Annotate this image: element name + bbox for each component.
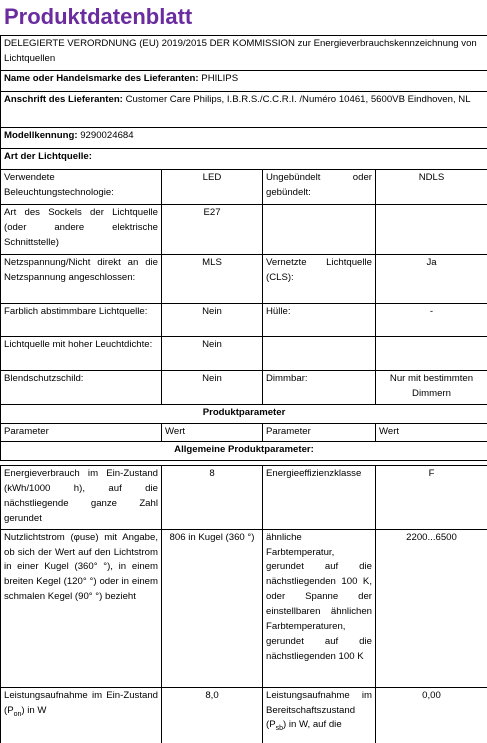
supplier-address-label: Anschrift des Lieferanten:	[4, 94, 123, 105]
row-label: Nutzlichtstrom (φuse) mit Angabe, ob sich der Wert auf den Lichtstrom in einer Kugel (360° °), in einem breiten Kegel (120° °) oder in einem schmalen Kegel (90° °) bezieht	[1, 529, 162, 687]
row-label: Vernetzte Lichtquelle (CLS):	[263, 255, 376, 304]
light-source-row	[1, 255, 487, 304]
row-value: Nein	[162, 371, 263, 405]
row-label: Dimmbar:	[263, 371, 376, 405]
model-label: Modellkennung:	[4, 130, 78, 141]
power-standby-unit: ) in W, auf die	[283, 719, 342, 731]
col-header-value2: Wert	[376, 423, 487, 442]
row-label: Art des Sockels der Lichtquelle (oder andere elektrische Schnittstelle)	[1, 205, 162, 255]
light-source-heading-row	[1, 149, 487, 170]
row-value: LED	[162, 170, 263, 205]
light-source-row	[1, 205, 487, 255]
light-source-row	[1, 304, 487, 337]
power-on-unit: ) in W	[21, 704, 47, 716]
power-on-label: Leistungsaufnahme im Ein-Zustand (P	[4, 689, 158, 716]
power-on-subscript: on	[13, 710, 22, 718]
row-label: ähnliche Farbtemperatur, gerundet auf die nächstliegenden 100 K, oder Spanne der einstellbaren ähnlichen Farbtemperaturen, gerundet auf die nächstliegenden 100 K	[263, 529, 376, 687]
row-label	[1, 687, 162, 743]
general-params-heading: Allgemeine Produktparameter:	[1, 442, 487, 461]
intro-text: DELEGIERTE VERORDNUNG (EU) 2019/2015 DER KOMMISSION zur Energieverbrauchskennzeichnung von Lichtquellen	[1, 36, 487, 71]
row-value: 0,00	[376, 687, 487, 743]
supplier-name-row	[1, 71, 487, 92]
param-row	[1, 466, 487, 529]
row-label: Hülle:	[263, 304, 376, 337]
row-label	[263, 337, 376, 371]
row-label: Netzspannung/Nicht direkt an die Netzspannung angeschlossen:	[1, 255, 162, 304]
row-label: Energieverbrauch im Ein-Zustand (kWh/1000 h), auf die nächstliegende ganze Zahl gerundet	[1, 466, 162, 529]
row-value: -	[376, 304, 487, 337]
row-value: 806 in Kugel (360 °)	[162, 529, 263, 687]
row-label	[263, 205, 376, 255]
supplier-name-label: Name oder Handelsmarke des Lieferanten:	[4, 73, 199, 84]
row-value: Nein	[162, 304, 263, 337]
row-value: F	[376, 466, 487, 529]
row-value	[376, 205, 487, 255]
row-value: 8,0	[162, 687, 263, 743]
supplier-address-row	[1, 92, 487, 128]
row-value: E27	[162, 205, 263, 255]
light-source-row	[1, 337, 487, 371]
row-value	[376, 337, 487, 371]
col-header-param2: Parameter	[263, 423, 376, 442]
general-params-heading-row	[1, 442, 487, 461]
param-row	[1, 687, 487, 743]
row-label: Farblich abstimmbare Lichtquelle:	[1, 304, 162, 337]
light-source-row	[1, 371, 487, 405]
col-header-param: Parameter	[1, 423, 162, 442]
row-value: Nur mit bestimmten Dimmern	[376, 371, 487, 405]
row-label: Verwendete Beleuchtungstechnologie:	[1, 170, 162, 205]
param-row	[1, 529, 487, 687]
intro-row	[1, 36, 487, 71]
model-row	[1, 128, 487, 149]
power-standby-label: Leistungsaufnahme im Bereitschaftszustand (P	[266, 689, 372, 731]
row-label: Blendschutzschild:	[1, 371, 162, 405]
row-value: 8	[162, 466, 263, 529]
col-header-value: Wert	[162, 423, 263, 442]
row-label: Energieeffizienzklasse	[263, 466, 376, 529]
light-source-row	[1, 170, 487, 205]
supplier-name-value: PHILIPS	[201, 73, 239, 84]
row-label: Ungebündelt oder gebündelt:	[263, 170, 376, 205]
row-value: Ja	[376, 255, 487, 304]
model-value: 9290024684	[80, 130, 134, 141]
supplier-address-value: Customer Care Philips, I.B.R.S./C.C.R.I. /Numéro 10461, 5600VB Eindhoven, NL	[125, 94, 471, 105]
row-label	[263, 687, 376, 743]
row-label: Lichtquelle mit hoher Leuchtdichte:	[1, 337, 162, 371]
page-title: Produktdatenblatt	[4, 4, 193, 29]
power-standby-subscript: sb	[275, 725, 283, 733]
row-value: NDLS	[376, 170, 487, 205]
product-params-heading-row	[1, 404, 487, 423]
datasheet-table	[0, 35, 487, 743]
product-params-heading: Produktparameter	[1, 404, 487, 423]
light-source-heading: Art der Lichtquelle:	[1, 149, 487, 170]
row-value: MLS	[162, 255, 263, 304]
column-header-row	[1, 423, 487, 442]
row-value: Nein	[162, 337, 263, 371]
row-value: 2200...6500	[376, 529, 487, 687]
